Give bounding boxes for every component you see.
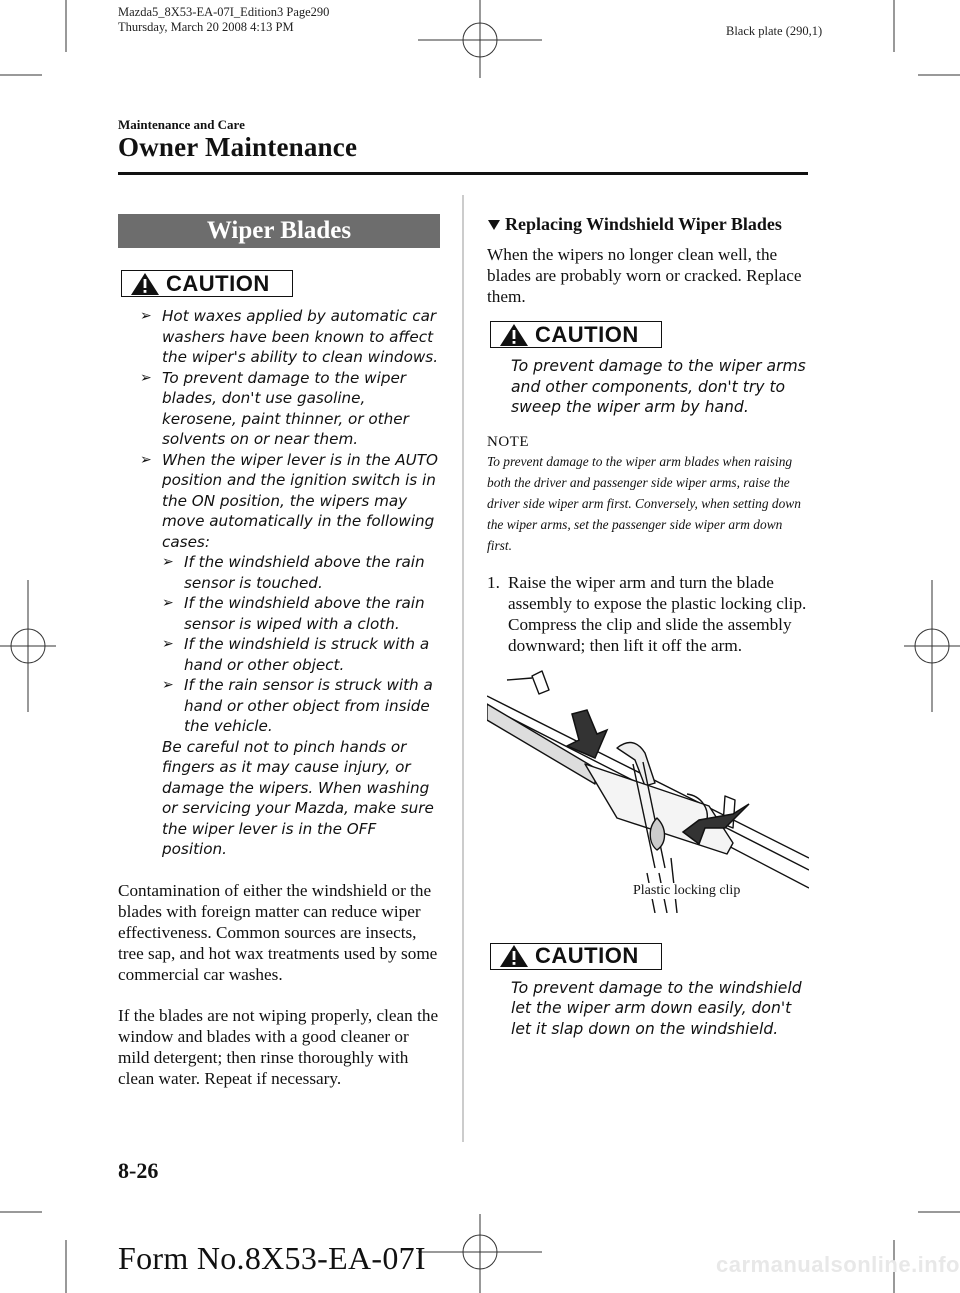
- caution-text-windshield: To prevent damage to the windshield let the wiper arm down easily, don't let it slap down on the windshield.: [511, 978, 802, 1038]
- wiper-arm-illustration: [487, 668, 809, 913]
- right-column: [487, 214, 809, 1039]
- print-metadata: [118, 5, 329, 35]
- title-divider: [118, 172, 808, 175]
- caution-label: CAUTION: [535, 943, 639, 968]
- arrow-bullet-icon: ➢: [162, 554, 174, 570]
- left-column: [118, 214, 440, 1089]
- arrow-bullet-icon: ➢: [140, 308, 152, 324]
- warning-triangle-icon: [499, 323, 529, 347]
- note-heading: NOTE: [487, 433, 529, 450]
- arrow-bullet-icon: ➢: [140, 451, 152, 468]
- page-number: 8-26: [118, 1158, 159, 1183]
- wiper-figure: [487, 668, 809, 913]
- direction-arrow-down: [567, 710, 607, 758]
- warning-triangle-icon: [130, 272, 160, 296]
- caution-box: [121, 270, 293, 297]
- warning-triangle-icon: [499, 944, 529, 968]
- watermark: carmanualsonline.info: [716, 1252, 960, 1277]
- section-label: Maintenance and Care: [118, 117, 245, 132]
- caution-bullet: ➢ When the wiper lever is in the AUTO position and the ignition switch is in the ON position, the wipers may move automatically in the following cases:: [140, 450, 438, 551]
- paragraph-contamination: Contamination of either the windshield or the blades with foreign matter can reduce wiper effectiveness. Common sources are insects, tree sap, and hot wax treatments used by some commercial car washes.: [118, 880, 438, 984]
- caution-label: CAUTION: [535, 321, 639, 347]
- arrow-bullet-icon: ➢: [162, 636, 174, 652]
- caution-sub-bullet: ➢ If the windshield above the rain sensor is wiped with a cloth.: [162, 594, 425, 633]
- wiper-blades-heading: Wiper Blades: [118, 214, 440, 248]
- step-text-raise: Raise the wiper arm and turn the blade assembly to expose the plastic locking clip.: [508, 572, 807, 613]
- caution-label: CAUTION: [166, 270, 270, 296]
- form-number: Form No.8X53-EA-07I: [118, 1240, 426, 1276]
- step-text-compress: Compress the clip and slide the assembly downward; then lift it off the arm.: [508, 614, 792, 655]
- caution-tail: Be careful not to pinch hands or fingers as it may cause injury, or damage the wipers. When washing or servicing your Mazda, make sure the wiper lever is in the OFF position.: [162, 737, 434, 858]
- caution-sub-bullet: ➢ If the rain sensor is struck with a hand or other object from inside the vehicle.: [162, 676, 433, 735]
- arrow-bullet-icon: ➢: [162, 595, 174, 611]
- arrow-bullet-icon: ➢: [140, 369, 152, 386]
- caution-bullet: ➢ To prevent damage to the wiper blades, don't use gasoline, kerosene, paint thinner, or other solvents on or near them.: [140, 368, 409, 448]
- caution-sub-bullet: ➢ If the windshield above the rain sensor is touched.: [162, 553, 425, 592]
- print-meta-line1: Mazda5_8X53-EA-07I_Edition3 Page290: [118, 5, 330, 19]
- replacing-intro: When the wipers no longer clean well, the blades are probably worn or cracked. Replace them.: [487, 245, 802, 306]
- plate-label: Black plate (290,1): [726, 24, 823, 38]
- caution-content: [118, 306, 440, 860]
- step-1: [487, 572, 809, 656]
- caution-box: [490, 943, 662, 970]
- down-triangle-icon: [487, 218, 501, 232]
- caution-box: [490, 321, 662, 348]
- caution-text-arms: To prevent damage to the wiper arms and other components, don't try to sweep the wiper arm by hand.: [511, 357, 806, 416]
- print-meta-line2: Thursday, March 20 2008 4:13 PM: [118, 20, 294, 34]
- paragraph-cleaning: If the blades are not wiping properly, clean the window and blades with a good cleaner or mild detergent; then rinse thoroughly with clean water. Repeat if necessary.: [118, 1005, 439, 1088]
- arrow-bullet-icon: ➢: [162, 677, 174, 693]
- figure-label: Plastic locking clip: [633, 882, 741, 898]
- step-number: 1.: [487, 572, 500, 592]
- note-text: To prevent damage to the wiper arm blades when raising both the driver and passenger side wiper arms, raise the driver side wiper arm first. Conversely, when setting down the wiper arms, set the passenger side wiper arm down first.: [487, 453, 801, 553]
- page-title: Owner Maintenance: [118, 132, 358, 162]
- caution-bullet: ➢ Hot waxes applied by automatic car washers have been known to affect the wiper's ability to clean windows.: [140, 307, 439, 366]
- replacing-heading: Replacing Windshield Wiper Blades: [487, 214, 809, 235]
- caution-sub-bullet: ➢ If the windshield is struck with a hand or other object.: [162, 635, 430, 674]
